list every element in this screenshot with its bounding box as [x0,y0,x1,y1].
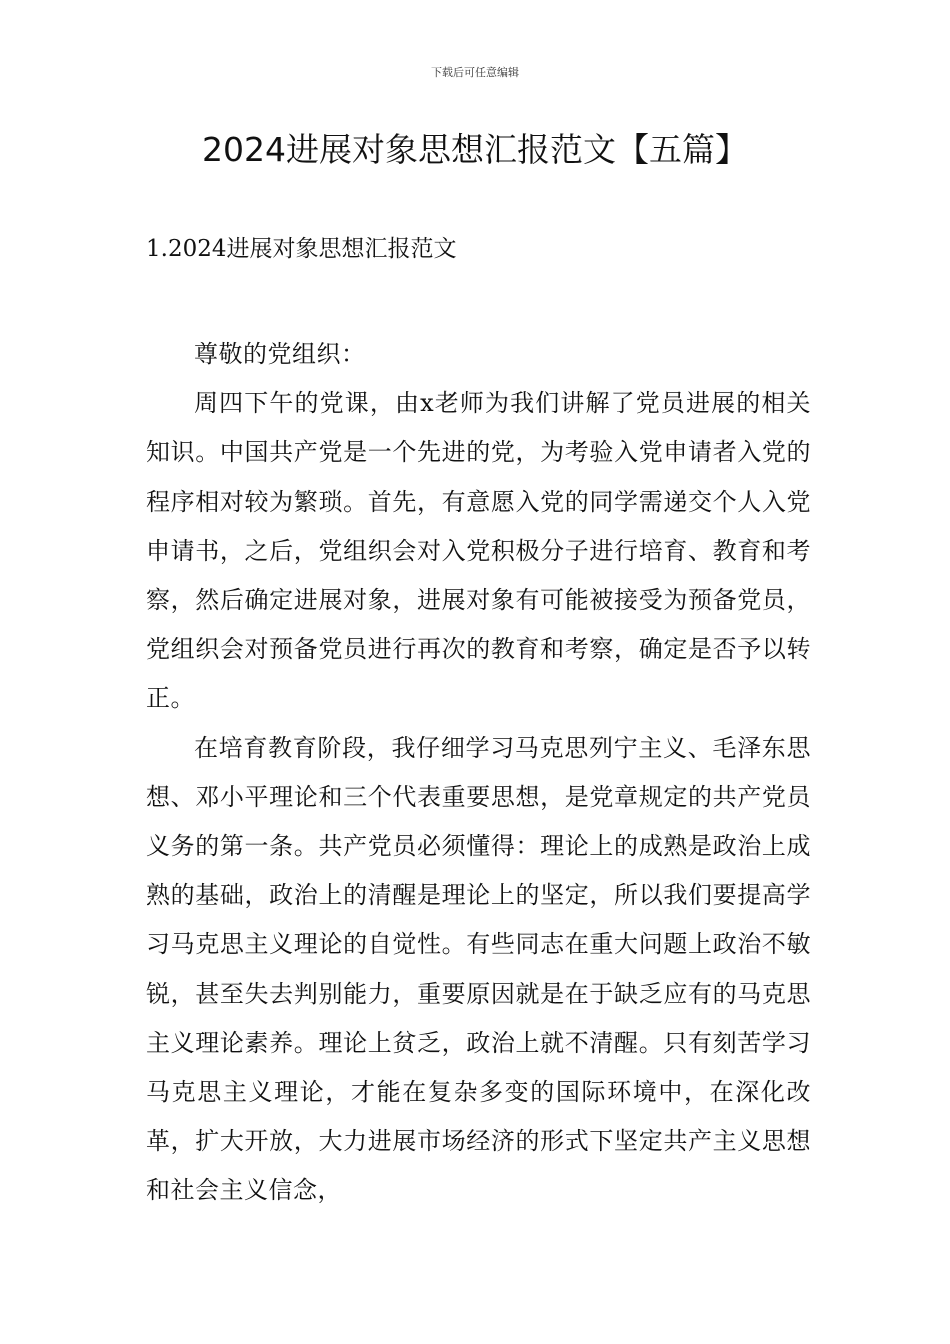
body-paragraph: 周四下午的党课，由x老师为我们讲解了党员进展的相关知识。中国共产党是一个先进的党，为考验入党申请者入党的程序相对较为繁琐。首先，有意愿入党的同学需递交个人入党申请书，之后，党组织会对入党积极分子进行培育、教育和考察，然后确定进展对象，进展对象有可能被接受为预备党员，党组织会对预备党员进行再次的教育和考察，确定是否予以转正。 [146,389,811,713]
salutation: 尊敬的党组织： [194,340,366,368]
document-title: 2024进展对象思想汇报范文【五篇】 [202,130,748,169]
document-body [146,330,811,1216]
section-heading: 1.2024进展对象思想汇报范文 [146,236,457,262]
header-note: 下载后可任意编辑 [431,66,519,79]
body-paragraph: 在培育教育阶段，我仔细学习马克思列宁主义、毛泽东思想、邓小平理论和三个代表重要思想，是党章规定的共产党员义务的第一条。共产党员必须懂得：理论上的成熟是政治上成熟的基础，政治上的清醒是理论上的坚定，所以我们要提高学习马克思主义理论的自觉性。有些同志在重大问题上政治不敏锐，甚至失去判别能力，重要原因就是在于缺乏应有的马克思主义理论素养。理论上贫乏，政治上就不清醒。只有刻苦学习马克思主义理论，才能在复杂多变的国际环境中，在深化改革，扩大开放，大力进展市场经济的形式下坚定共产主义思想和社会主义信念， [146,733,811,1205]
